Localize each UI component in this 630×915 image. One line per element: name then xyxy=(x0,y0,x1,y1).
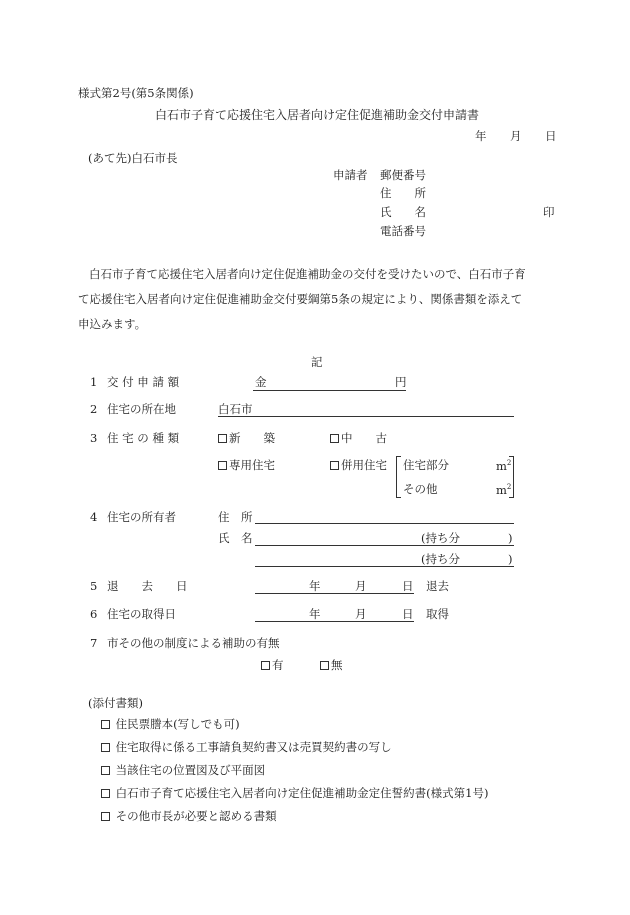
addressee: (あて先)白石市長 xyxy=(88,151,178,165)
seal-mark: 印 xyxy=(543,205,555,219)
option-combined-label: 併用住宅 xyxy=(341,458,387,472)
move-out-date-field[interactable] xyxy=(255,593,414,594)
applicant-address-label: 住 所 xyxy=(380,186,426,200)
option-new-build-label: 新 築 xyxy=(229,431,275,445)
date-year: 年 xyxy=(475,129,487,143)
item1-unit: 円 xyxy=(395,375,407,389)
attachment-label: 住宅取得に係る工事請負契約書又は売買契約書の写し xyxy=(115,740,392,754)
attachment-item[interactable] xyxy=(101,719,240,731)
item3-number: 3 xyxy=(90,431,98,445)
item6-month: 月 xyxy=(355,607,367,621)
item2-prefix: 白石市 xyxy=(218,402,253,416)
item6-label: 住宅の取得日 xyxy=(107,607,176,621)
option-yes[interactable] xyxy=(261,660,284,672)
area-unit: $m^2$ xyxy=(496,458,512,473)
attachment-item[interactable] xyxy=(101,765,265,777)
checkbox-icon[interactable] xyxy=(101,789,110,798)
option-dedicated-label: 専用住宅 xyxy=(229,458,275,472)
attachment-label: その他市長が必要と認める書類 xyxy=(115,809,277,823)
checkbox-icon[interactable] xyxy=(101,766,110,775)
option-combined[interactable] xyxy=(330,460,387,472)
date-day: 日 xyxy=(545,129,557,143)
item6-day: 日 xyxy=(402,607,414,621)
acquisition-date-field[interactable] xyxy=(255,621,414,622)
checkbox-icon[interactable] xyxy=(218,461,227,470)
attachment-label: 白石市子育て応援住宅入居者向け定住促進補助金定住誓約書(様式第1号) xyxy=(115,786,489,800)
item7-label: 市その他の制度による補助の有無 xyxy=(107,636,280,650)
owner-address-field[interactable] xyxy=(255,523,514,524)
body-line-1: 白石市子育て応援住宅入居者向け定住促進補助金の交付を受けたいので、白石市子育 xyxy=(89,267,526,281)
option-used[interactable] xyxy=(330,433,387,445)
item6-suffix: 取得 xyxy=(426,607,449,621)
item5-label: 退 去 日 xyxy=(107,579,188,593)
location-field[interactable] xyxy=(218,416,514,417)
option-dedicated[interactable] xyxy=(218,460,275,472)
attachment-item[interactable] xyxy=(101,811,277,823)
checkbox-icon[interactable] xyxy=(330,434,339,443)
item2-label: 住宅の所在地 xyxy=(107,402,176,416)
applicant-phone-label: 電話番号 xyxy=(380,224,426,238)
item5-year: 年 xyxy=(309,579,321,593)
checkbox-icon[interactable] xyxy=(320,661,329,670)
area-unit-text: m xyxy=(496,458,507,473)
checkbox-icon[interactable] xyxy=(218,434,227,443)
share-open: (持ち分 xyxy=(421,552,460,566)
area-unit: $m^2$ xyxy=(496,482,512,497)
owner-name-label: 氏 名 xyxy=(218,531,253,545)
item5-day: 日 xyxy=(402,579,414,593)
checkbox-icon[interactable] xyxy=(261,661,270,670)
owner-name-field-2[interactable] xyxy=(255,566,514,567)
item5-number: 5 xyxy=(90,579,98,593)
item5-suffix: 退去 xyxy=(426,579,449,593)
item3-label: 住 宅 の 種 類 xyxy=(107,431,180,445)
checkbox-icon[interactable] xyxy=(101,743,110,752)
attachment-item[interactable] xyxy=(101,788,488,800)
checkbox-icon[interactable] xyxy=(101,720,110,729)
body-paragraph xyxy=(78,262,568,337)
body-line-3: 申込みます。 xyxy=(78,317,147,331)
share-close: ) xyxy=(508,531,513,545)
item1-label: 交 付 申 請 額 xyxy=(107,375,180,389)
owner-name-field-1[interactable] xyxy=(255,545,514,546)
item1-number: 1 xyxy=(90,375,98,389)
applicant-label: 申請者 xyxy=(333,168,368,182)
item6-year: 年 xyxy=(309,607,321,621)
share-close: ) xyxy=(508,552,513,566)
applicant-postal-label: 郵便番号 xyxy=(380,168,426,182)
area-unit-text: m xyxy=(496,482,507,497)
option-new-build[interactable] xyxy=(218,433,275,445)
item7-number: 7 xyxy=(90,636,98,650)
item6-number: 6 xyxy=(90,607,98,621)
item4-number: 4 xyxy=(90,510,98,524)
form-number: 様式第2号(第5条関係) xyxy=(78,86,194,100)
option-no[interactable] xyxy=(320,660,343,672)
option-used-label: 中 古 xyxy=(341,431,387,445)
owner-address-label: 住 所 xyxy=(218,510,253,524)
applicant-name-label: 氏 名 xyxy=(380,205,426,219)
share-open: (持ち分 xyxy=(421,531,460,545)
checkbox-icon[interactable] xyxy=(101,812,110,821)
item5-month: 月 xyxy=(355,579,367,593)
item2-number: 2 xyxy=(90,402,98,416)
date-month: 月 xyxy=(510,129,522,143)
left-bracket xyxy=(396,456,401,498)
item4-label: 住宅の所有者 xyxy=(107,510,176,524)
checkbox-icon[interactable] xyxy=(330,461,339,470)
option-no-label: 無 xyxy=(331,658,343,672)
ki-heading: 記 xyxy=(311,355,323,369)
attachment-label: 当該住宅の位置図及び平面図 xyxy=(115,763,266,777)
attachment-label: 住民票謄本(写しでも可) xyxy=(115,717,240,731)
form-title: 白石市子育て応援住宅入居者向け定住促進補助金交付申請書 xyxy=(155,108,480,122)
part-other-label: その他 xyxy=(403,482,438,496)
amount-field[interactable] xyxy=(253,390,406,391)
item1-prefix: 金 xyxy=(255,375,267,389)
part-residence-label: 住宅部分 xyxy=(403,458,449,472)
attachment-item[interactable] xyxy=(101,742,392,754)
option-yes-label: 有 xyxy=(272,658,284,672)
body-line-2: て応援住宅入居者向け定住促進補助金交付要綱第5条の規定により、関係書類を添えて xyxy=(78,292,523,306)
attachments-heading: (添付書類) xyxy=(88,696,143,710)
